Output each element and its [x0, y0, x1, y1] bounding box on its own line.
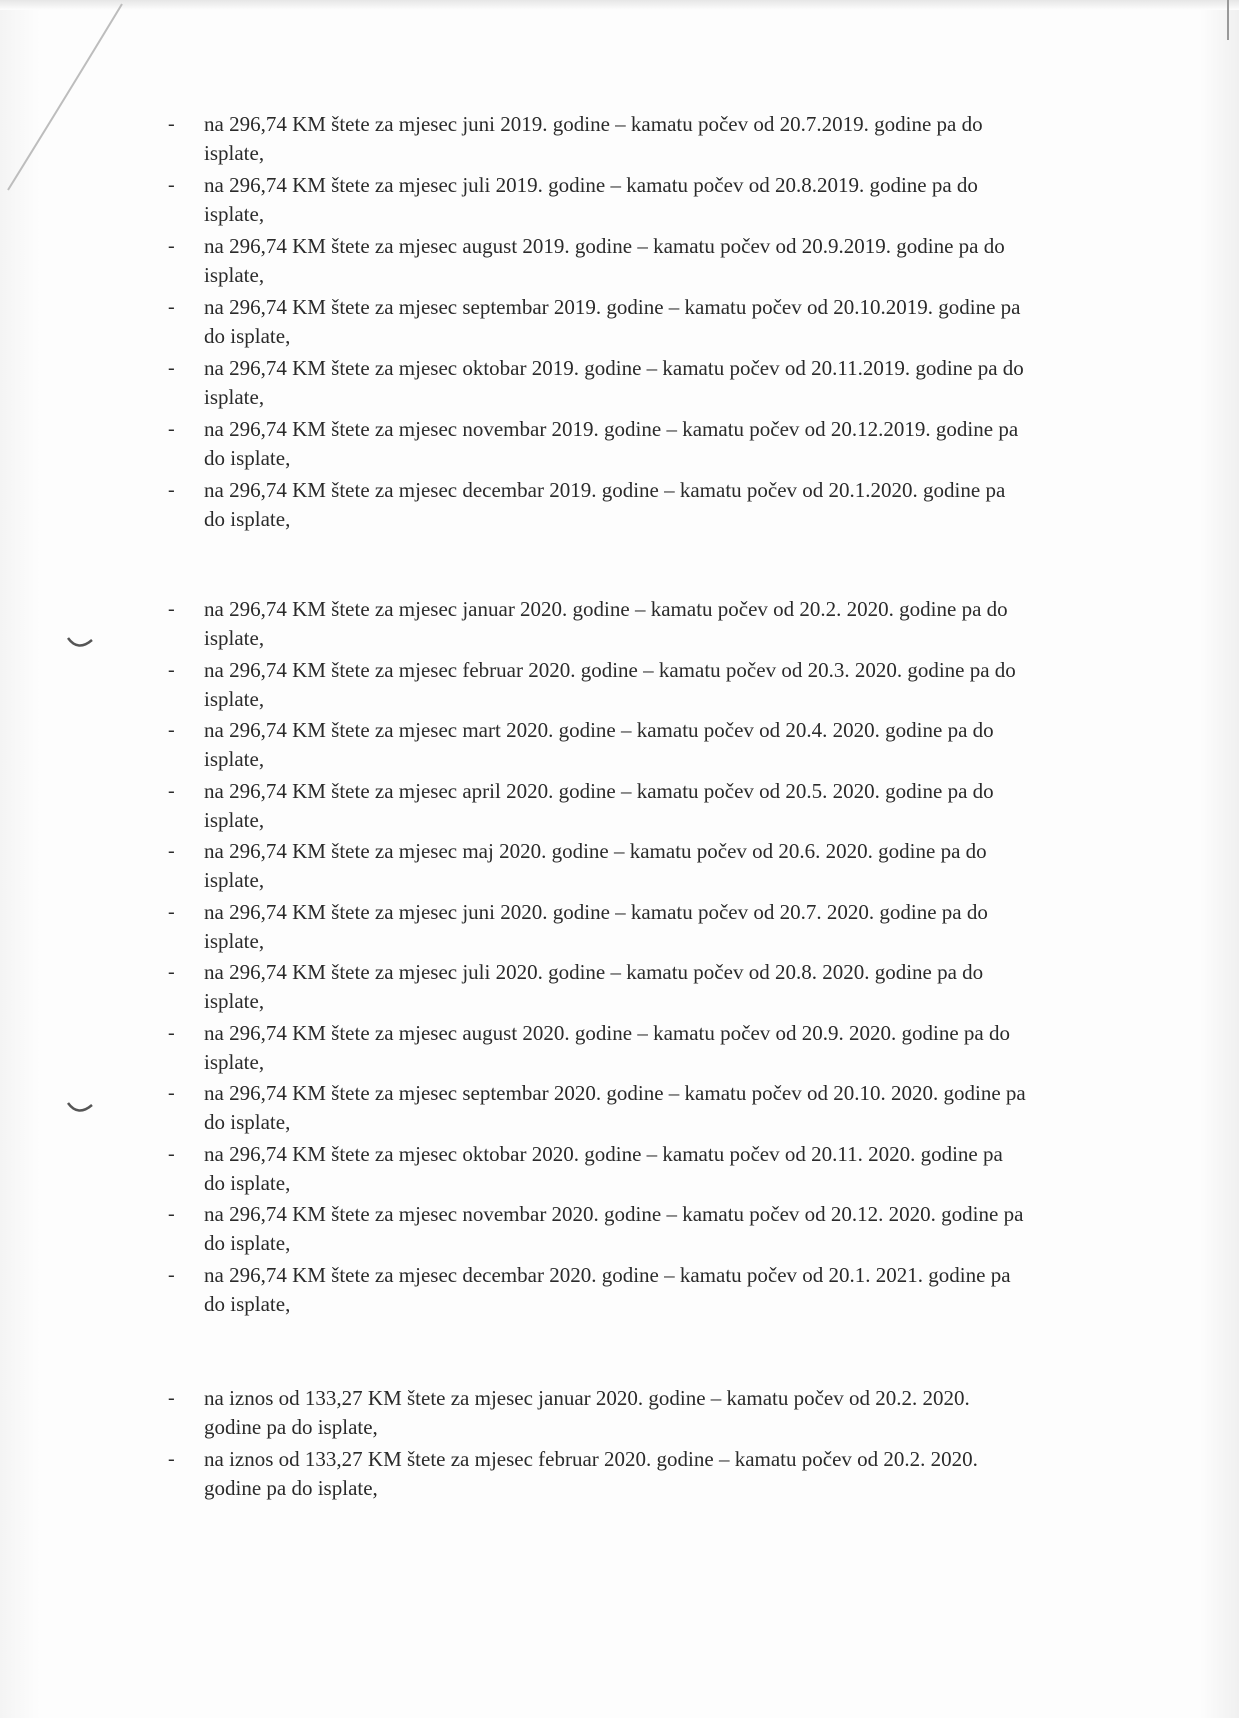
bullet-dash: - — [168, 779, 175, 802]
list-item-text: isplate, — [204, 263, 265, 287]
bullet-dash: - — [168, 418, 175, 440]
list-item-text: na 296,74 KM štete za mjesec septembar 2020. godine – kamatu počev od 20.10. 2020. godine pa — [204, 1081, 1026, 1105]
list-item-text: na 296,74 KM štete za mjesec juni 2020. godine – kamatu počev od 20.7. 2020. godine pa do — [204, 899, 988, 924]
list-item — [0, 837, 1239, 898]
bullet-dash: - — [168, 1448, 175, 1470]
list-item — [0, 1200, 1239, 1261]
list-item — [0, 293, 1239, 354]
list-item-text: isplate, — [204, 626, 265, 650]
list-item-text: na 296,74 KM štete za mjesec decembar 2019. godine – kamatu počev od 20.1.2020. godine pa — [204, 478, 1006, 502]
list-item-text: na 296,74 KM štete za mjesec april 2020. godine – kamatu počev od 20.5. 2020. godine pa do — [204, 778, 994, 803]
list-item-text: isplate, — [204, 202, 265, 226]
bullet-dash: - — [168, 1142, 175, 1165]
bullet-dash: - — [168, 479, 175, 501]
bullet-dash: - — [168, 1387, 175, 1409]
list-item-text: do isplate, — [204, 446, 291, 470]
list-item-text: isplate, — [204, 868, 265, 892]
bullet-dash: - — [168, 113, 175, 135]
list-item-text: isplate, — [204, 686, 265, 711]
list-group-2020 — [0, 595, 1239, 1321]
list-item — [0, 1445, 1239, 1506]
list-item-text: do isplate, — [204, 1110, 291, 1134]
list-item-text: do isplate, — [204, 507, 291, 531]
list-item — [0, 1140, 1239, 1201]
list-item — [0, 777, 1239, 838]
list-item — [0, 354, 1239, 415]
list-item — [0, 1019, 1239, 1080]
list-item-text: na 296,74 KM štete za mjesec decembar 2020. godine – kamatu počev od 20.1. 2021. godine pa — [204, 1262, 1011, 1287]
list-item-text: na 296,74 KM štete za mjesec oktobar 2019. godine – kamatu počev od 20.11.2019. godine pa do — [204, 356, 1024, 380]
list-item — [0, 110, 1239, 171]
list-item-text: do isplate, — [204, 1231, 291, 1255]
bullet-dash: - — [168, 900, 175, 923]
bullet-dash: - — [168, 174, 175, 196]
bullet-dash: - — [168, 961, 175, 983]
bullet-dash: - — [168, 235, 175, 257]
list-item-text: na 296,74 KM štete za mjesec novembar 2019. godine – kamatu počev od 20.12.2019. godine pa — [204, 417, 1019, 441]
list-item — [0, 656, 1239, 717]
list-item-text: na 296,74 KM štete za mjesec januar 2020. godine – kamatu počev od 20.2. 2020. godine pa do — [204, 597, 1008, 621]
list-item — [0, 595, 1239, 656]
bullet-dash: - — [168, 719, 175, 741]
list-item-text: godine pa do isplate, — [204, 1415, 378, 1439]
list-item-text: isplate, — [204, 928, 265, 953]
list-group-iznos — [0, 1384, 1239, 1506]
list-group-2019 — [0, 110, 1239, 537]
list-item-text: isplate, — [204, 385, 265, 409]
list-item — [0, 716, 1239, 777]
list-item-text: isplate, — [204, 1049, 265, 1074]
bullet-dash: - — [168, 598, 175, 620]
list-item-text: na 296,74 KM štete za mjesec august 2020. godine – kamatu počev od 20.9. 2020. godine pa do — [204, 1020, 1010, 1045]
list-item-text: na 296,74 KM štete za mjesec juli 2019. godine – kamatu počev od 20.8.2019. godine pa do — [204, 173, 978, 197]
list-item-text: godine pa do isplate, — [204, 1476, 378, 1500]
list-item — [0, 476, 1239, 537]
list-item-text: na 296,74 KM štete za mjesec februar 2020. godine – kamatu počev od 20.3. 2020. godine pa do — [204, 657, 1016, 682]
list-item-text: isplate, — [204, 989, 265, 1013]
list-item — [0, 1384, 1239, 1445]
bullet-dash: - — [168, 840, 175, 862]
list-item-text: na 296,74 KM štete za mjesec juni 2019. godine – kamatu počev od 20.7.2019. godine pa do — [204, 112, 983, 136]
list-item — [0, 171, 1239, 232]
list-item — [0, 415, 1239, 476]
bullet-dash: - — [168, 1203, 175, 1225]
list-item — [0, 898, 1239, 959]
list-item-text: na 296,74 KM štete za mjesec august 2019. godine – kamatu počev od 20.9.2019. godine pa do — [204, 234, 1005, 258]
bullet-dash: - — [168, 1021, 175, 1044]
bullet-dash: - — [168, 658, 175, 681]
list-item — [0, 958, 1239, 1019]
list-item — [0, 1079, 1239, 1140]
list-item-text: na 296,74 KM štete za mjesec septembar 2019. godine – kamatu počev od 20.10.2019. godine pa — [204, 295, 1021, 319]
list-item-text: na iznos od 133,27 KM štete za mjesec januar 2020. godine – kamatu počev od 20.2. 2020. — [204, 1386, 970, 1410]
bullet-dash: - — [168, 296, 175, 318]
list-item-text: isplate, — [204, 141, 265, 165]
list-item-text: do isplate, — [204, 1170, 291, 1195]
bullet-dash: - — [168, 1082, 175, 1104]
list-item-text: na 296,74 KM štete za mjesec oktobar 2020. godine – kamatu počev od 20.11. 2020. godine pa — [204, 1141, 1003, 1166]
list-item-text: do isplate, — [204, 324, 291, 348]
list-item-text: na 296,74 KM štete za mjesec novembar 2020. godine – kamatu počev od 20.12. 2020. godine pa — [204, 1202, 1024, 1226]
list-item — [0, 232, 1239, 293]
list-item-text: na 296,74 KM štete za mjesec maj 2020. godine – kamatu počev od 20.6. 2020. godine pa do — [204, 839, 987, 863]
list-item-text: na iznos od 133,27 KM štete za mjesec februar 2020. godine – kamatu počev od 20.2. 2020. — [204, 1447, 978, 1471]
list-item-text: na 296,74 KM štete za mjesec juli 2020. godine – kamatu počev od 20.8. 2020. godine pa do — [204, 960, 984, 984]
list-item-text: isplate, — [204, 807, 265, 832]
bullet-dash: - — [168, 357, 175, 379]
list-item-text: na 296,74 KM štete za mjesec mart 2020. godine – kamatu počev od 20.4. 2020. godine pa do — [204, 718, 994, 742]
list-item-text: isplate, — [204, 747, 265, 771]
list-item-text: do isplate, — [204, 1291, 291, 1316]
bullet-dash: - — [168, 1263, 175, 1286]
list-item — [0, 1261, 1239, 1322]
